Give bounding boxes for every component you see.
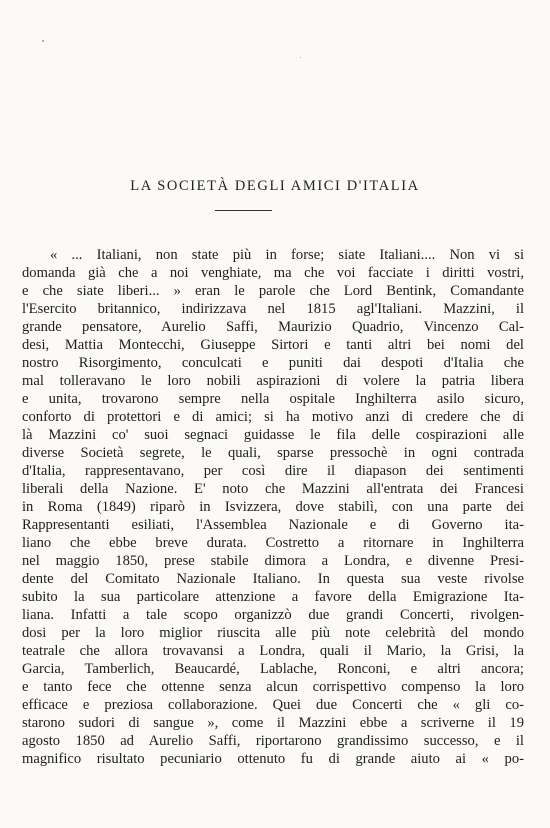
text-line: « ... Italiani, non state più in forse; siate Italiani.... Non vi si: [50, 247, 524, 263]
text-line: agosto 1850 ad Aurelio Saffi, riportarono grandissimo successo, e il: [22, 733, 524, 749]
text-line: d'Italia, rappresentavano, per così dire il diapason dei sentimenti: [22, 463, 524, 479]
text-line: efficace e preziosa collaborazione. Quei due Concerti che « gli co-: [22, 697, 524, 713]
text-line: diverse Società segrete, le quali, sparse pressochè in ogni contrada: [22, 445, 524, 461]
text-line: grande pensatore, Aurelio Saffi, Maurizio Quadrio, Vincenzo Cal-: [22, 319, 524, 335]
body-text: [0, 246, 550, 828]
text-line: liano che ebbe breve durata. Costretto a ritornare in Inghilterra: [22, 535, 524, 551]
text-line: liana. Infatti a tale scopo organizzò due grandi Concerti, rivolgen-: [22, 607, 524, 623]
text-line: conforto di protettori e di amici; si ha motivo anzi di credere che di: [22, 409, 524, 425]
text-line: nostro Risorgimento, conculcati e puniti dai despoti d'Italia che: [22, 355, 524, 371]
text-line: l'Esercito britannico, indirizzava nel 1815 agl'Italiani. Mazzini, il: [22, 301, 524, 317]
paper-speck: [300, 57, 301, 58]
text-line: e tanto fece che ottenne senza alcun corrispettivo compenso la loro: [22, 679, 524, 695]
text-line: subito la sua particolare attenzione a favore della Emigrazione Ita-: [22, 589, 524, 605]
text-line: nel maggio 1850, prese stabile dimora a Londra, e divenne Presi-: [22, 553, 524, 569]
text-line: e che siate liberi... » eran le parole che Lord Bentink, Comandante: [22, 283, 524, 299]
title-rule: [215, 210, 272, 211]
paper-speck: [42, 40, 44, 42]
text-line: domanda già che a noi venghiate, ma che voi facciate i diritti vostri,: [22, 265, 524, 281]
text-line: desi, Mattia Montecchi, Giuseppe Sirtori e tanti altri bei nomi del: [22, 337, 524, 353]
text-line: Garcia, Tamberlich, Beaucardé, Lablache, Ronconi, e altri ancora;: [22, 661, 524, 677]
text-line: dente del Comitato Nazionale Italiano. In questa sua veste rivolse: [22, 571, 524, 587]
chapter-title: LA SOCIETÀ DEGLI AMICI D'ITALIA: [130, 178, 420, 194]
text-line: liberali della Nazione. E' noto che Mazzini all'entrata dei Francesi: [22, 481, 524, 497]
text-line: dosi per la loro miglior riuscita alle più note celebrità del mondo: [22, 625, 524, 641]
text-line: mal tolleravano le loro nobili aspirazioni di volere la patria libera: [22, 373, 524, 389]
text-line: magnifico risultato pecuniario ottenuto fu di grande aiuto ai « po-: [22, 751, 524, 767]
text-line: Rappresentanti esiliati, l'Assemblea Nazionale e di Governo ita-: [22, 517, 524, 533]
text-line: e unita, trovarono sempre nella ospitale Inghilterra asilo sicuro,: [22, 391, 524, 407]
text-line: starono sudori di sangue », come il Mazzini ebbe a scriverne il 19: [22, 715, 524, 731]
text-line: là Mazzini co' suoi segnaci guidasse le fila delle cospirazioni alle: [22, 427, 524, 443]
text-line: teatrale che allora trovavansi a Londra, quali il Mario, la Grisi, la: [22, 643, 524, 659]
text-line: in Roma (1849) riparò in Isvizzera, dove stabilì, con una parte dei: [22, 499, 524, 515]
